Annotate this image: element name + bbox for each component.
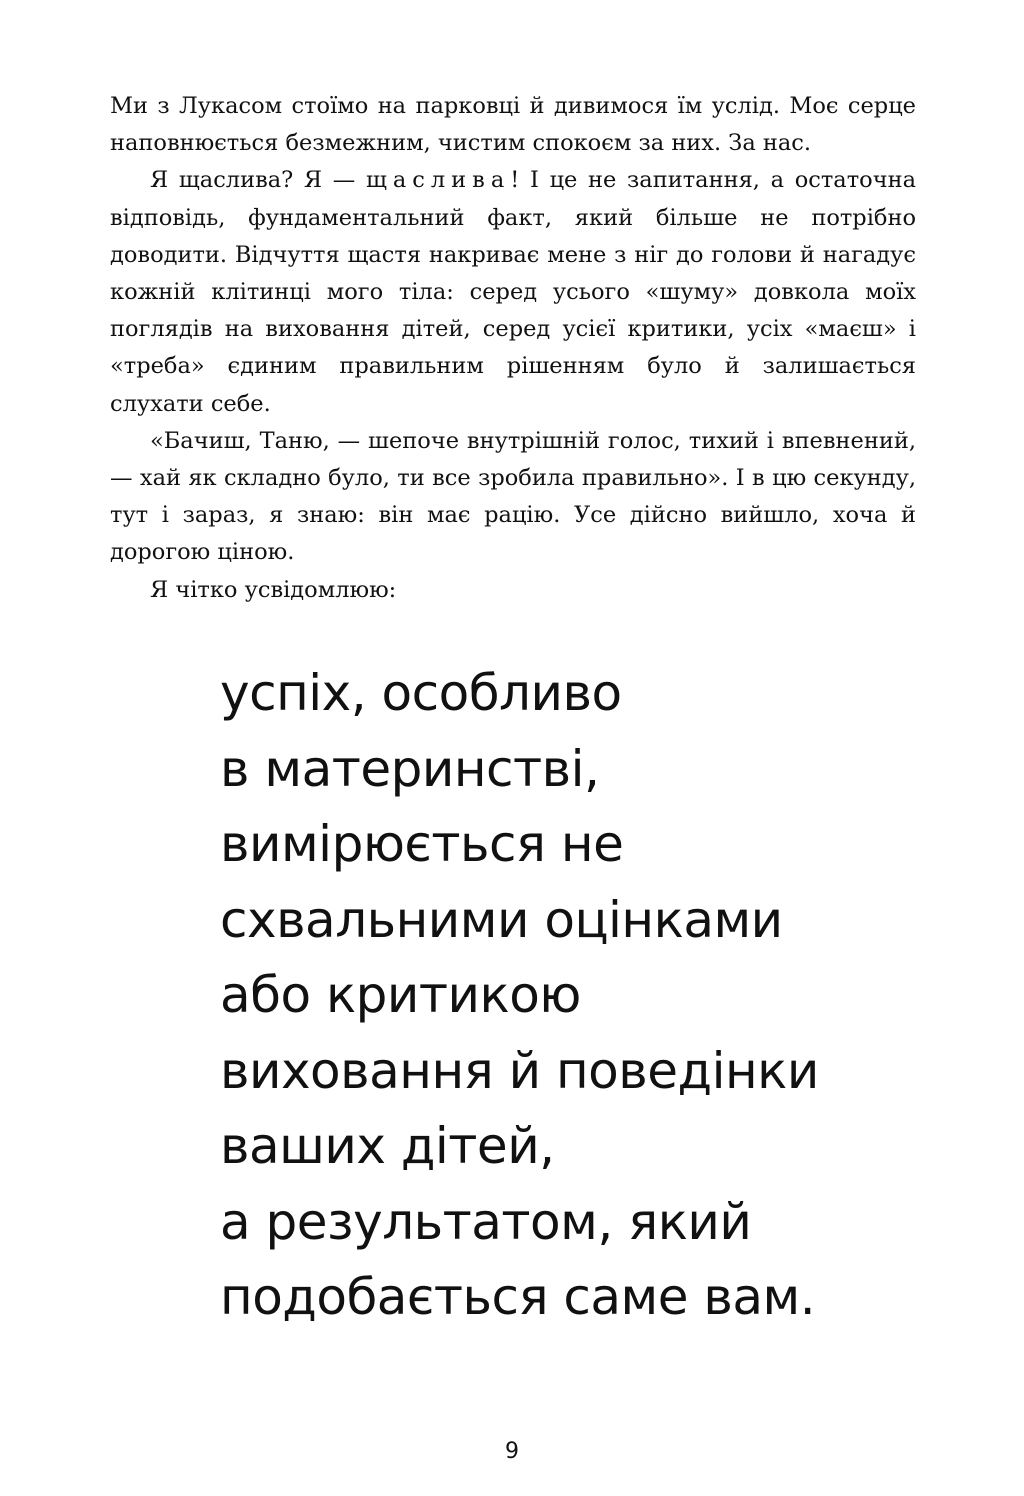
quote-line: виховання й поведінки [220, 1041, 819, 1100]
paragraph-happiness [110, 162, 916, 422]
quote-line: або критикою [220, 966, 581, 1024]
body-text [110, 88, 916, 609]
paragraph-happiness-end: ! І це не запитання, а остаточна відповідь, фундаментальний факт, який більше не потрібно доводити. Відчуття щастя накриває мене з ніг до голови й нагадує кожній клітинці мого тіла: серед усього «шуму» довкола моїх поглядів на виховання дітей, серед усієї критики, усіх «маєш» і «треба» єдиним правильним рішенням було й залишається слухати себе. [110, 167, 916, 417]
pull-quote [220, 656, 980, 1336]
page-number: 9 [505, 1439, 519, 1464]
quote-line: а результатом, який [220, 1192, 752, 1251]
quote-line: успіх, особливо [220, 664, 622, 722]
quote-line: схвальними оцінками [220, 890, 783, 949]
quote-line: вимірюється не [220, 815, 624, 873]
paragraph-realize: Я чітко усвідомлюю: [150, 576, 397, 603]
emphasized-word: щаслива [365, 167, 511, 194]
quote-line: в материнстві, [220, 739, 600, 798]
paragraph-inner-voice: «Бачиш, Таню, — шепоче внутрішній голос, тихий і впевнений, — хай як складно було, ти все зробила правильно». І в цю секунду, тут і зараз, я знаю: він має рацію. Усе дійсно вийшло, хоча й дорогою ціною. [110, 427, 916, 566]
paragraph-happiness-start: Я щаслива? Я — [150, 167, 366, 194]
quote-line: ваших дітей, [220, 1117, 555, 1175]
quote-line: подобається саме вам. [220, 1268, 816, 1326]
paragraph-parking: Ми з Лукасом стоїмо на парковці й дивимося їм услід. Моє серце наповнюється безмежним, чистим спокоєм за них. За нас. [110, 93, 916, 157]
